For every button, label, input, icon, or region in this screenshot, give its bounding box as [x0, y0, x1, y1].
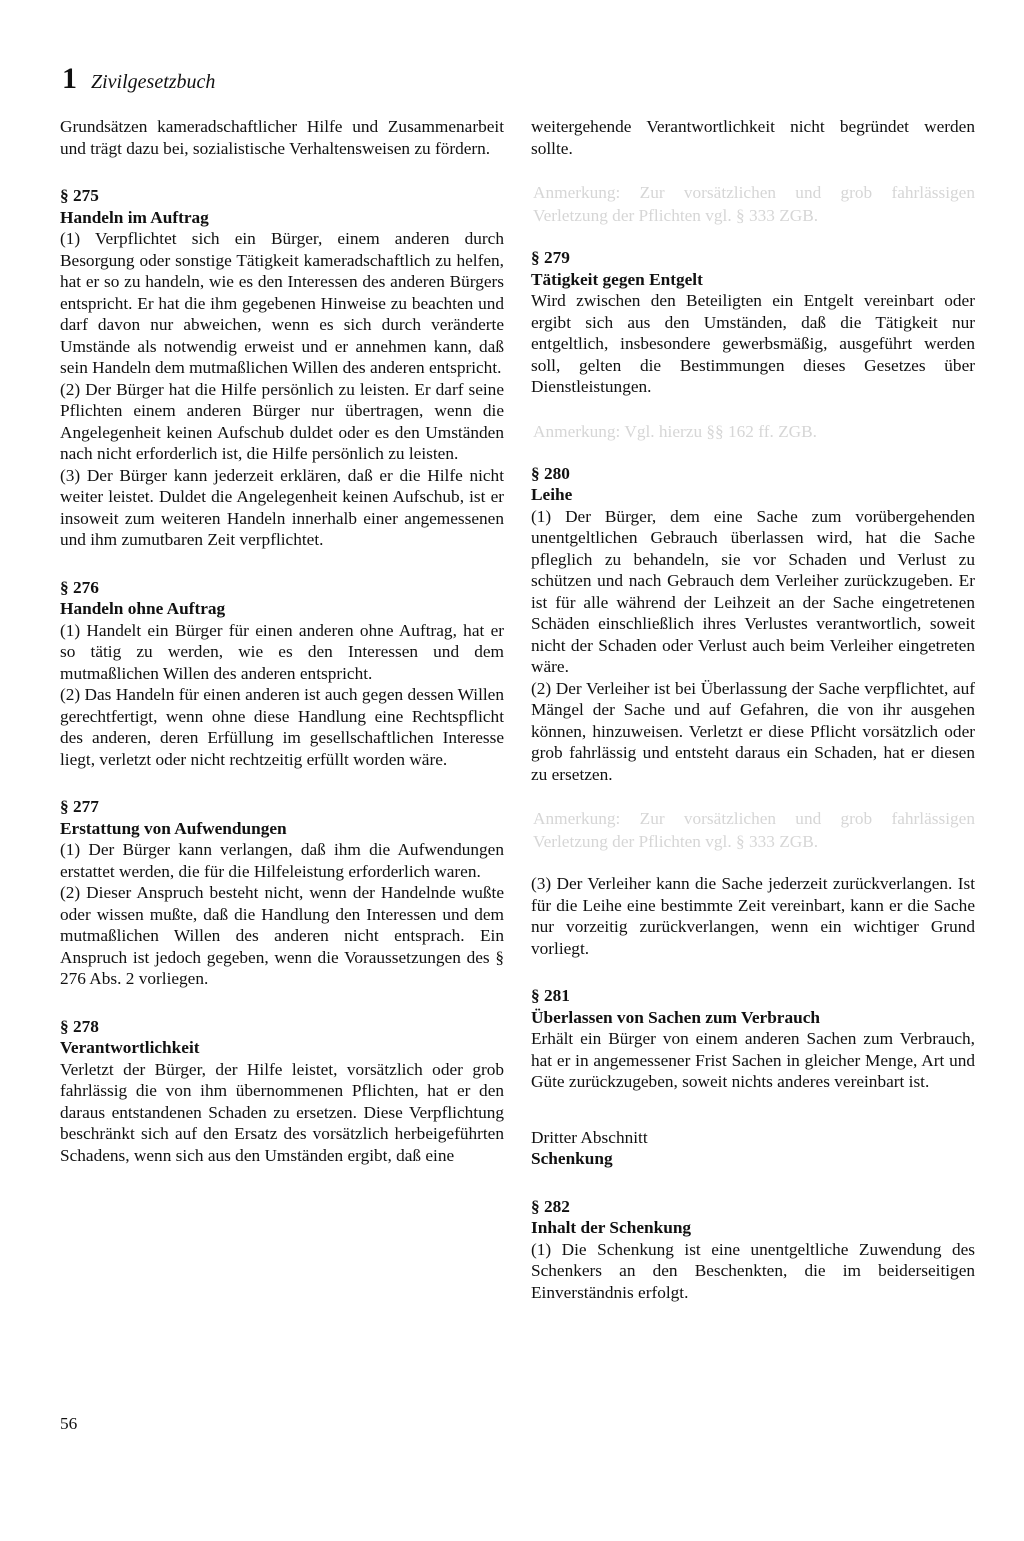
- section-title: Handeln ohne Auftrag: [60, 599, 226, 618]
- paragraph: (2) Der Bürger hat die Hilfe persönlich zu leisten. Er darf seine Pflichten einem anderen Bürger nur übertragen, wenn die Angelegenheit keinen Aufschub duldet oder es den Umständen nach nicht erforderlich ist, die Hilfe persönlich zu leisten.: [60, 379, 504, 463]
- annotation: Anmerkung: Vgl. hierzu §§ 162 ff. ZGB.: [533, 421, 817, 441]
- paragraph: (1) Handelt ein Bürger für einen anderen ohne Auftrag, hat er so tätig zu werden, wie es den Interessen und dem mutmaßlichen Willen des anderen entspricht.: [60, 620, 504, 683]
- section-title: Handeln im Auftrag: [60, 207, 209, 227]
- section-number: § 281: [531, 986, 570, 1005]
- paragraph: (3) Der Verleiher kann die Sache jederzeit zurückverlangen. Ist für die Leihe eine bestimmte Zeit vereinbart, kann er die Sache nur vorzeitig zurückverlangen, wenn ein wichtiger Grund vorliegt.: [531, 874, 975, 958]
- paragraph: (2) Der Verleiher ist bei Überlassung der Sache verpflichtet, auf Mängel der Sache und auf Gefahren, die von ihr ausgehen können, hinzuweisen. Verletzt er diese Pflicht vorsätzlich oder grob fahrlässig und entsteht daraus ein Schaden, hat er diesen zu ersetzen.: [531, 678, 975, 784]
- section-number: § 277: [60, 797, 99, 816]
- section-number: § 279: [531, 248, 570, 267]
- book-title: Zivilgesetzbuch: [91, 71, 216, 93]
- right-column: [531, 116, 975, 1303]
- section-278: [60, 1016, 504, 1167]
- section-276: [60, 577, 504, 771]
- section-title: Inhalt der Schenkung: [531, 1218, 692, 1237]
- paragraph: Wird zwischen den Beteiligten ein Entgelt vereinbart oder ergibt sich aus den Umständen, daß die Tätigkeit nur entgeltlich, insbesondere gewerbsmäßig, ausgeführt werden soll, gelten die Bestimmungen dieses Gesetzes über Dienstleistungen.: [531, 291, 975, 396]
- paragraph: (2) Dieser Anspruch besteht nicht, wenn der Handelnde wußte oder wissen mußte, daß die Handlung den Interessen und dem mutmaßlichen Willen des anderen nicht entsprach. Ein Anspruch ist jedoch gegeben, wenn die Voraussetzungen des § 276 Abs. 2 vorliegen.: [60, 883, 504, 988]
- left-column: [60, 116, 504, 1166]
- division-heading: [531, 1127, 975, 1170]
- paragraph: Verletzt der Bürger, der Hilfe leistet, vorsätzlich oder grob fahrlässig die von ihm übernommenen Pflichten, hat er den daraus entstandenen Schaden zu ersetzen. Diese Verpflichtung beschränkt sich auf den Ersatz des vorsätzlich herbeigeführten Schadens, wenn sich aus den Umständen ergibt, daß eine: [60, 1059, 504, 1165]
- section-number: § 282: [531, 1196, 570, 1216]
- division-title: Schenkung: [531, 1149, 613, 1168]
- paragraph: (1) Die Schenkung ist eine unentgeltliche Zuwendung des Schenkers an den Beschenkten, die im beiderseitigen Einverständnis erfolgt.: [531, 1239, 975, 1302]
- section-title: Tätigkeit gegen Entgelt: [531, 269, 703, 289]
- paragraph: (1) Der Bürger kann verlangen, daß ihm die Aufwendungen erstattet werden, die für die Hilfeleistung erforderlich waren.: [60, 840, 504, 881]
- paragraph: (1) Verpflichtet sich ein Bürger, einem anderen durch Besorgung oder sonstige Tätigkeit kameradschaftlich zu helfen, hat er so zu handeln, wie es den Interessen des anderen Bürgers entspricht. Er hat die ihm gegebenen Hinweise zu beachten und darf davon nur abweichen, wenn es sich durch veränderte Umstände als notwendig erweist und er annehmen kann, daß sein Handeln dem mutmaßlichen Willen des anderen entspricht.: [60, 229, 504, 377]
- page-header: [62, 62, 215, 96]
- section-281: [531, 985, 975, 1093]
- paragraph: (3) Der Bürger kann jederzeit erklären, daß er die Hilfe nicht weiter leistet. Duldet die Angelegenheit keinen Aufschub, ist er insoweit zum weiteren Handeln innerhalb einer angemessenen und ihm zumutbaren Zeit verpflichtet.: [60, 465, 504, 549]
- section-number: § 280: [531, 463, 570, 483]
- section-277: [60, 796, 504, 990]
- continuation-paragraph: weitergehende Verantwortlichkeit nicht begründet werden sollte.: [531, 117, 975, 158]
- annotation: Anmerkung: Zur vorsätzlichen und grob fahrlässigen Verletzung der Pflichten vgl. § 333 ZGB.: [533, 183, 975, 225]
- annotation: Anmerkung: Zur vorsätzlichen und grob fahrlässigen Verletzung der Pflichten vgl. § 333 ZGB.: [533, 809, 975, 851]
- paragraph: (2) Das Handeln für einen anderen ist auch gegen dessen Willen gerechtfertigt, wenn ohne diese Handlung eine Rechtspflicht des anderen, deren Erfüllung im gesellschaftlichen Interesse liegt, verletzt oder nicht rechtzeitig erfüllt worden wäre.: [60, 685, 504, 769]
- section-title: Verantwortlichkeit: [60, 1038, 200, 1057]
- section-279: [531, 247, 975, 398]
- section-title: Leihe: [531, 485, 573, 504]
- paragraph: (1) Der Bürger, dem eine Sache zum vorübergehenden unentgeltlichen Gebrauch überlassen wird, hat die Sache pfleglich zu behandeln, sie vor Schaden und Verlust zu schützen und nach Gebrauch dem Verleiher zurückzugeben. Er ist für alle während der Leihzeit an der Sache eingetretenen Schäden einschließlich ihres Verlustes verantwortlich, soweit nicht der Schaden oder Verlust auch beim Verleiher eingetreten wäre.: [531, 506, 975, 676]
- chapter-number: 1: [62, 62, 77, 95]
- section-number: § 275: [60, 186, 99, 205]
- section-number: § 276: [60, 577, 99, 597]
- page-number: 56: [60, 1414, 78, 1433]
- section-title: Erstattung von Aufwendungen: [60, 818, 287, 838]
- section-number: § 278: [60, 1016, 99, 1036]
- paragraph: Erhält ein Bürger von einem anderen Sachen zum Verbrauch, hat er in angemessener Frist Sachen in gleicher Menge, Art und Güte zurückzugeben, soweit nichts anderes vereinbart ist.: [531, 1029, 975, 1091]
- intro-paragraph: Grundsätzen kameradschaftlicher Hilfe und Zusammenarbeit und trägt dazu bei, sozialistische Verhaltensweisen zu fördern.: [60, 117, 504, 158]
- section-275: [60, 185, 504, 551]
- section-280: [531, 463, 975, 960]
- section-title: Überlassen von Sachen zum Verbrauch: [531, 1007, 821, 1027]
- division-label: Dritter Abschnitt: [531, 1127, 648, 1147]
- section-282: [531, 1196, 975, 1304]
